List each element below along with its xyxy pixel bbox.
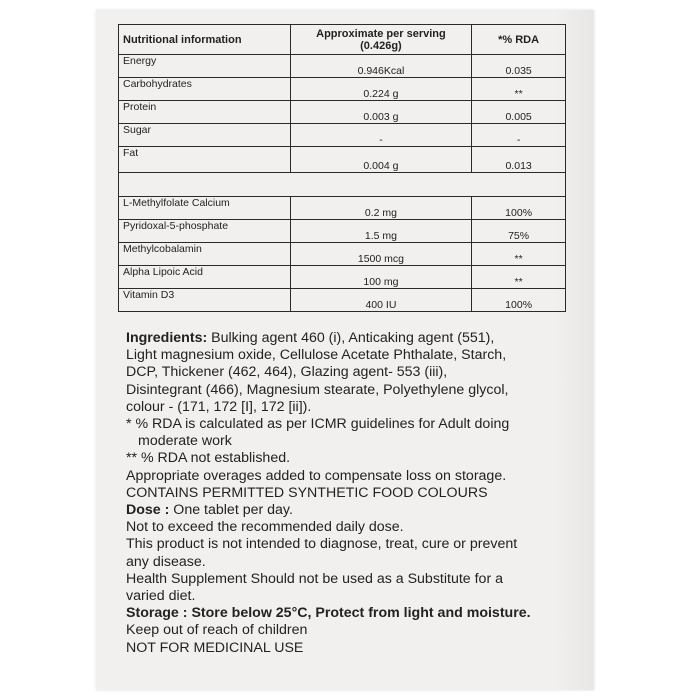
row-rda: ** <box>472 266 566 289</box>
row-name: Vitamin D3 <box>119 289 291 312</box>
ingredients-line <box>126 330 596 347</box>
table-row <box>119 124 566 147</box>
row-rda: 75% <box>472 220 566 243</box>
row-rda: - <box>472 124 566 147</box>
storage-line <box>126 605 596 622</box>
supplement-note: Health Supplement Should not be used as a Substitute for a <box>126 570 504 587</box>
row-name: Methylcobalamin <box>119 243 291 266</box>
not-intended-note-continued: any disease. <box>126 553 206 570</box>
row-name: L-Methylfolate Calcium <box>119 197 291 220</box>
dose-text: One tablet per day. <box>169 502 293 519</box>
rda-note-continued: moderate work <box>138 433 232 450</box>
row-name: Carbohydrates <box>119 78 291 101</box>
dose-label: Dose : <box>126 502 170 519</box>
header-nutritional-information: Nutritional information <box>119 25 291 55</box>
row-name: Energy <box>119 55 291 78</box>
overages-note: Appropriate overages added to compensate loss on storage. <box>126 467 507 484</box>
header-rda: *% RDA <box>472 25 566 55</box>
table-spacer-row <box>119 173 566 197</box>
row-value: - <box>290 124 472 147</box>
reach-note: Keep out of reach of children <box>126 622 308 639</box>
storage-label: Storage : <box>126 605 188 622</box>
dose-line <box>126 502 596 519</box>
row-name: Sugar <box>119 124 291 147</box>
rda-note: * % RDA is calculated as per ICMR guidelines for Adult doing <box>126 416 510 433</box>
ingredients-label: Ingredients: <box>126 330 208 346</box>
table-row <box>119 147 566 173</box>
row-value: 400 IU <box>290 289 472 312</box>
table-row <box>119 266 566 289</box>
ingredients-text: Bulking agent 460 (i), Anticaking agent (551), <box>207 330 495 346</box>
ingredients-line: colour - (171, 172 [I], 172 [ii]). <box>126 398 312 415</box>
table-row <box>119 220 566 243</box>
row-rda: ** <box>472 243 566 266</box>
header-per-serving: Approximate per serving (0.426g) <box>290 25 472 55</box>
nutrition-table <box>118 24 566 312</box>
row-value: 0.003 g <box>290 101 472 124</box>
row-rda: 0.035 <box>472 55 566 78</box>
row-value: 0.004 g <box>290 147 472 173</box>
row-value: 100 mg <box>290 266 472 289</box>
spacer-cell <box>119 173 566 197</box>
row-value: 1.5 mg <box>290 220 472 243</box>
row-value: 0.2 mg <box>290 197 472 220</box>
table-row <box>119 197 566 220</box>
storage-text: Store below 25°C, Protect from light and moisture. <box>187 605 531 622</box>
table-row <box>119 55 566 78</box>
row-rda: ** <box>472 78 566 101</box>
ingredients-line: Light magnesium oxide, Cellulose Acetate Phthalate, Starch, <box>126 347 507 364</box>
rda-not-established-note: ** % RDA not established. <box>126 450 291 467</box>
row-rda: 0.013 <box>472 147 566 173</box>
label-text-block <box>126 330 596 657</box>
row-name: Alpha Lipoic Acid <box>119 266 291 289</box>
row-value: 1500 mcg <box>290 243 472 266</box>
ingredients-line: Disintegrant (466), Magnesium stearate, Polyethylene glycol, <box>126 381 509 398</box>
row-name: Pyridoxal-5-phosphate <box>119 220 291 243</box>
supplement-note-continued: varied diet. <box>126 588 196 605</box>
colours-note: CONTAINS PERMITTED SYNTHETIC FOOD COLOURS <box>126 484 488 501</box>
not-intended-note: This product is not intended to diagnose, treat, cure or prevent <box>126 536 518 553</box>
medicinal-note: NOT FOR MEDICINAL USE <box>126 639 304 656</box>
row-rda: 100% <box>472 197 566 220</box>
row-rda: 100% <box>472 289 566 312</box>
row-name: Protein <box>119 101 291 124</box>
table-row <box>119 243 566 266</box>
row-rda: 0.005 <box>472 101 566 124</box>
table-header-row <box>119 25 566 55</box>
table-row <box>119 289 566 312</box>
not-exceed-note: Not to exceed the recommended daily dose. <box>126 519 404 536</box>
row-value: 0.946Kcal <box>290 55 472 78</box>
ingredients-line: DCP, Thickener (462, 464), Glazing agent- 553 (iii), <box>126 364 448 381</box>
table-row <box>119 101 566 124</box>
row-value: 0.224 g <box>290 78 472 101</box>
row-name: Fat <box>119 147 291 173</box>
table-row <box>119 78 566 101</box>
